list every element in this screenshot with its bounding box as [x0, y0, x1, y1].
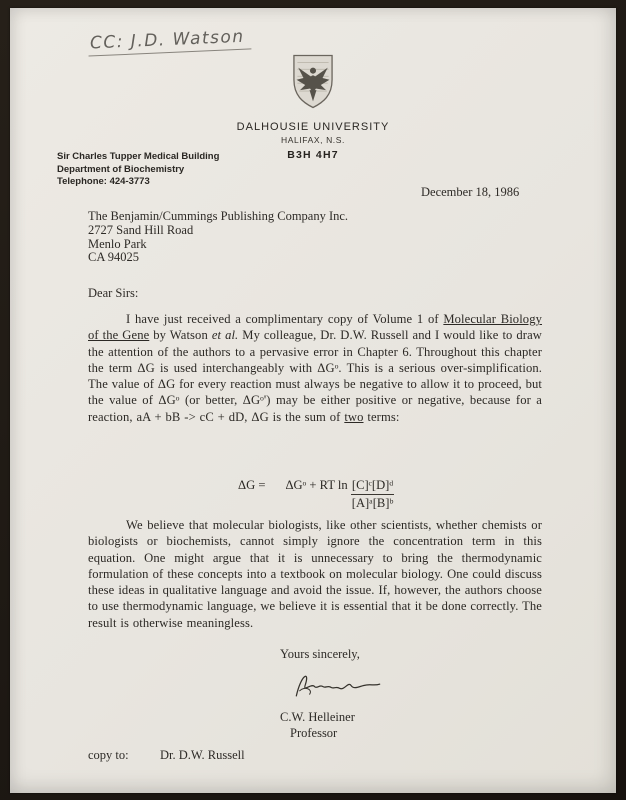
handwritten-cc-note: CC: J.D. Watson: [88, 26, 252, 56]
copy-to-line: [88, 748, 245, 763]
equation-mid: ΔGᵒ + RT ln: [285, 478, 351, 492]
recipient-line: The Benjamin/Cummings Publishing Company Inc.: [88, 209, 349, 223]
equation-denominator: [A]ᵃ[B]ᵇ: [351, 496, 394, 510]
department-address-block: [57, 151, 219, 189]
closing-phrase: Yours sincerely,: [280, 647, 360, 661]
letter-paragraph-2: We believe that molecular biologists, like other scientists, whether chemists or biologists or biochemists, cannot simply ignore the concentration term in this equation. One might argue that it is unnecessary to bring the thermodynamic formulation of these concepts into a textbook on molecular biology. One could discuss these ideas in qualitative language and avoid the issue. If, however, the authors choose to use thermodynamic language, we believe it is essential that it be done correctly. The result is otherwise meaningless.: [88, 518, 542, 630]
recipient-line: CA 94025: [88, 250, 140, 265]
thermodynamic-equation: [238, 478, 394, 511]
letter-page: [10, 8, 616, 793]
telephone-line: Telephone: 424-3773: [57, 176, 150, 187]
recipient-address-block: [88, 210, 348, 265]
signer-title: Professor: [290, 726, 338, 740]
salutation: Dear Sirs:: [88, 286, 139, 300]
underlined-book-title: Molecular Biology of the Gene: [88, 312, 542, 343]
text-segment: My colleague, Dr. D.W. Russell and I would like to draw the attention of the authors to a pervasive error in Chapter 6. Throughout this chapter the term ΔG is used interchangeably with ΔGᵒ. This is a serious over-simplification. The value of ΔG for every reaction must always be negative to allow it to proceed, but the value of ΔGᵒ (or better, ΔGᵒ') may be either positive or negative, because for a reaction, aA + bB -> cC + dD, ΔG is the sum of: [88, 328, 542, 424]
recipient-line: 2727 Sand Hill Road: [88, 222, 194, 237]
department-line: Department of Biochemistry: [57, 163, 185, 175]
handwritten-signature-icon: [288, 665, 388, 709]
copy-recipient: Dr. D.W. Russell: [160, 748, 245, 762]
text-segment: I have just received a complimentary copy of Volume 1 of: [126, 312, 444, 326]
university-name: DALHOUSIE UNIVERSITY: [236, 121, 390, 133]
text-segment: terms:: [363, 409, 400, 424]
copy-to-label: copy to:: [88, 748, 129, 762]
letterhead: [10, 52, 616, 161]
closing-block: [280, 647, 388, 741]
letter-paragraph-1: [88, 311, 542, 425]
recipient-line: Menlo Park: [88, 236, 147, 251]
university-postal-code: B3H 4H7: [287, 149, 339, 161]
underlined-two: two: [344, 409, 364, 424]
university-crest-eagle-icon: [287, 52, 339, 116]
equation-lhs: ΔG =: [238, 478, 266, 492]
equation-fraction: [351, 478, 394, 511]
text-segment: by Watson: [149, 328, 212, 343]
university-city: HALIFAX, N.S.: [280, 135, 345, 145]
building-line: Sir Charles Tupper Medical Building: [57, 151, 220, 162]
italic-et-al: et al.: [211, 328, 239, 343]
signer-name: C.W. Helleiner: [280, 710, 355, 724]
letter-date: December 18, 1986: [421, 185, 520, 199]
equation-numerator: [C]ᶜ[D]ᵈ: [351, 478, 394, 495]
